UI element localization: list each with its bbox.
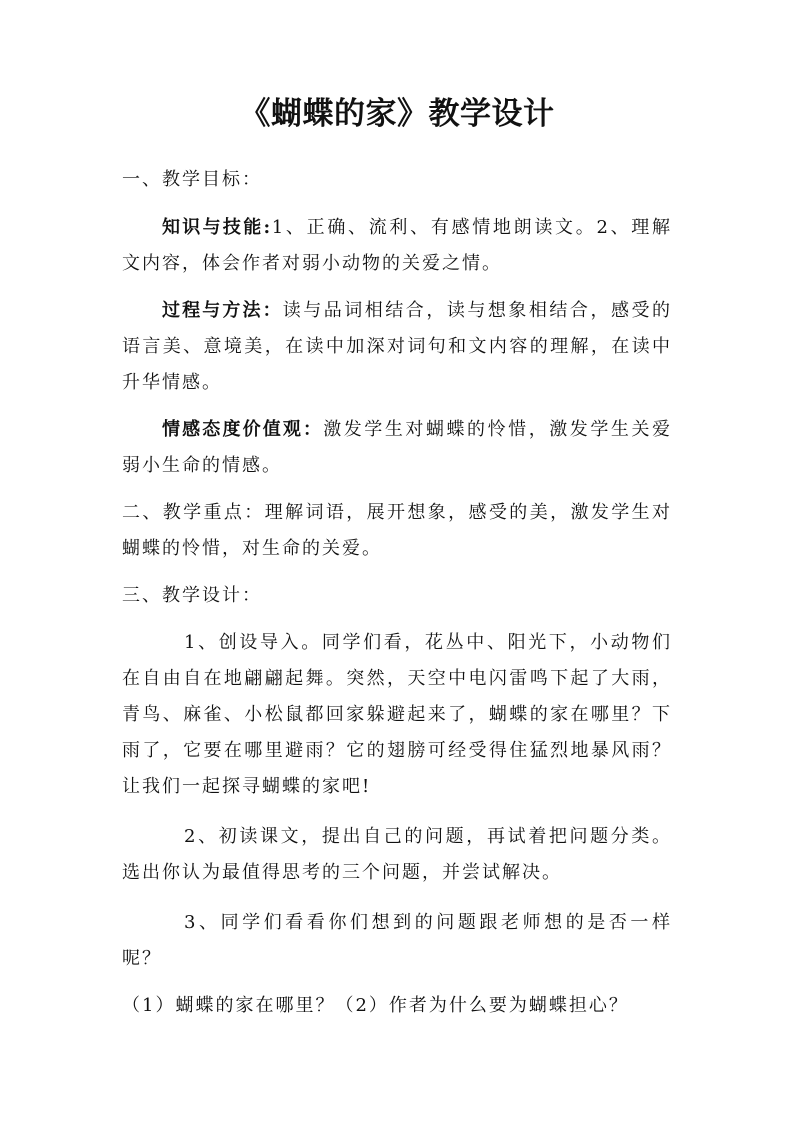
step-2-paragraph: 2、初读课文，提出自己的问题，再试着把问题分类。选出你认为最值得思考的三个问题，并尝试解决。 — [122, 826, 672, 883]
step-1-paragraph: 1、创设导入。同学们看，花丛中、阳光下，小动物们在自由自在地翩翩起舞。突然，天空中电闪雷鸣下起了大雨，青鸟、麻雀、小松鼠都回家躲避起来了，蝴蝶的家在哪里？下雨了，它要在哪里避雨？它的翅膀可经受得住猛烈地暴风雨？让我们一起探寻蝴蝶的家吧! — [122, 632, 672, 797]
questions-paragraph: （1）蝴蝶的家在哪里？（2）作者为什么要为蝴蝶担心？ — [122, 995, 629, 1016]
step-3-paragraph: 3、同学们看看你们想到的问题跟老师想的是否一样呢？ — [122, 912, 672, 969]
focus-paragraph: 二、教学重点：理解词语，展开想象，感受的美，激发学生对蝴蝶的怜惜，对生命的关爱。 — [122, 502, 672, 559]
emotion-label: 情感态度价值观： — [162, 419, 324, 440]
knowledge-label: 知识与技能: — [162, 217, 272, 238]
process-text: 读与品词相结合，读与想象相结合，感受的语言美、意境美，在读中加深对词句和文内容的理解，在读中升华情感。 — [122, 300, 672, 393]
emotion-text: 激发学生对蝴蝶的怜惜，激发学生关爱弱小生命的情感。 — [122, 419, 672, 476]
objectives-heading: 一、教学目标： — [122, 169, 262, 190]
knowledge-paragraph — [122, 210, 672, 282]
design-heading: 三、教学设计： — [122, 585, 262, 606]
process-label: 过程与方法： — [162, 300, 283, 321]
document-title: 《蝴蝶的家》教学设计 — [239, 96, 555, 132]
knowledge-text: 1、正确、流利、有感情地朗读文。2、理解文内容，体会作者对弱小动物的关爱之情。 — [122, 217, 673, 274]
emotion-paragraph — [122, 412, 672, 484]
process-paragraph — [122, 293, 672, 401]
